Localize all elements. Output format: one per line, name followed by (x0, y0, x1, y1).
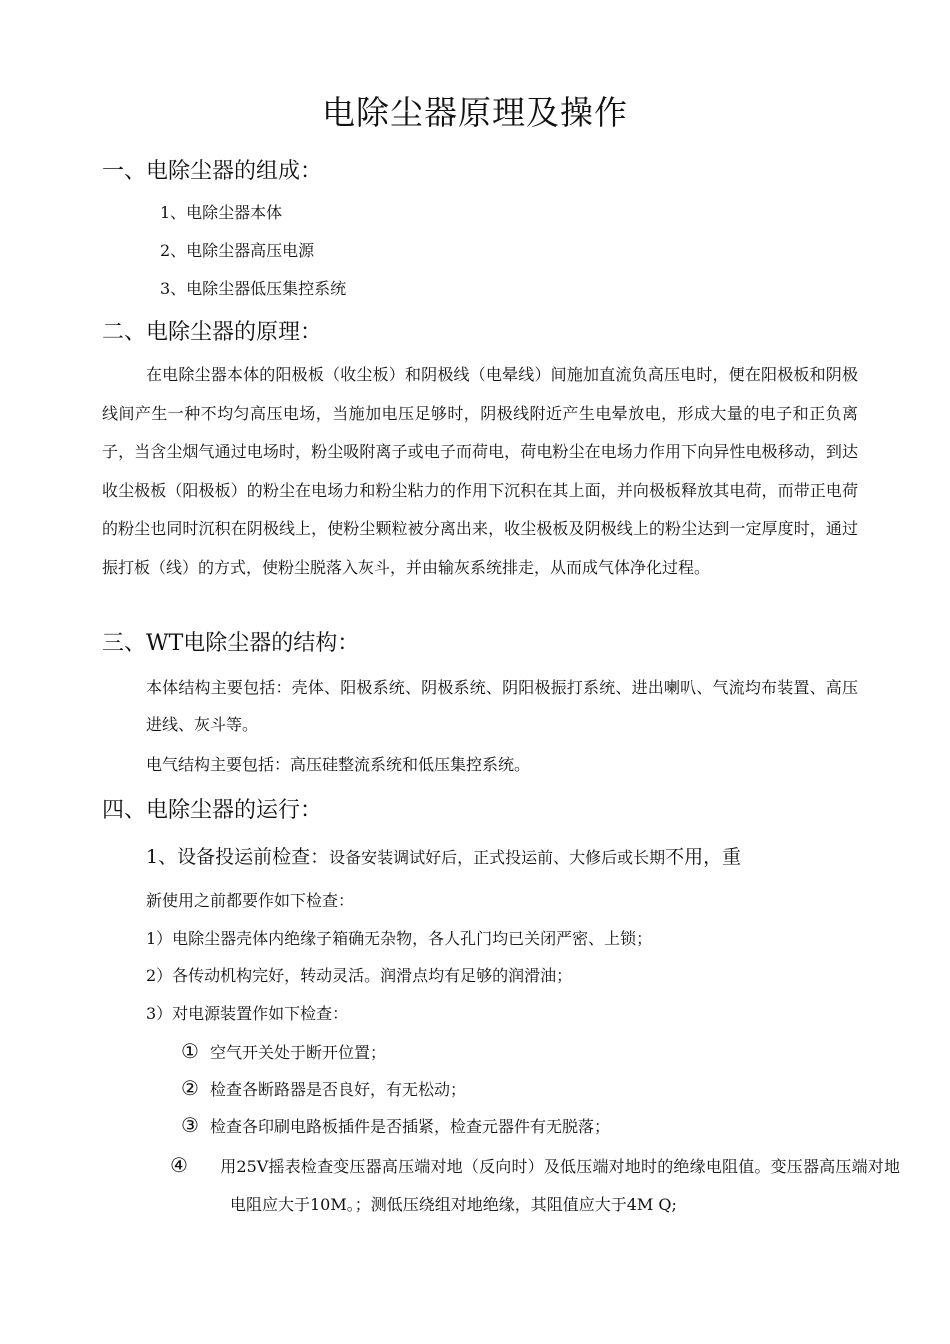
section-heading-operation: 四、电除尘器的运行： (102, 798, 323, 823)
power-check-item (170, 1146, 900, 1224)
check-item: 2）各传动机构完好，转动灵活。润滑点均有足够的润滑油； (146, 966, 573, 985)
electrical-structure-text: 电气结构主要包括：高压硅整流系统和低压集控系统。 (146, 755, 531, 774)
power-check-item (178, 1076, 466, 1102)
list-item: 3、电除尘器低压集控系统 (160, 279, 347, 298)
power-check-text: 用25V摇表检查变压器高压端对地（反向时）及低压端对地时的绝缘电阻值。变压器高压端对地电阻应大于10M。；测低压绕组对地绝缘，其阻值应大于4M Q; (220, 1157, 900, 1214)
pre-operation-check-continuation: 新使用之前都要作如下检查： (146, 891, 355, 910)
pre-operation-check-tail: 不用，重 (665, 846, 742, 868)
circled-number: ① (181, 1039, 199, 1063)
power-check-item (178, 1039, 386, 1065)
section-heading-composition: 一、电除尘器的组成： (102, 159, 323, 184)
circled-number: ② (181, 1076, 199, 1100)
power-check-text: 检查各断路器是否良好，有无松动； (210, 1080, 467, 1099)
pre-operation-check-text: 设备安装调试好后，正式投运前、大修后或长期 (329, 848, 666, 867)
pre-operation-check-line (146, 842, 858, 873)
power-check-text: 空气开关处于断开位置； (210, 1043, 387, 1062)
circled-number: ④ (170, 1153, 188, 1177)
power-check-text: 检查各印刷电路板插件是否插紧，检查元器件有无脱落； (210, 1117, 611, 1136)
check-item: 1）电除尘器壳体内绝缘子箱确无杂物，各人孔门均已关闭严密、上锁； (146, 929, 653, 948)
section-heading-principle: 二、电除尘器的原理： (102, 320, 323, 345)
list-item: 1、电除尘器本体 (160, 203, 283, 222)
check-item: 3）对电源装置作如下检查： (146, 1004, 349, 1023)
circled-number: ③ (181, 1113, 199, 1137)
list-item: 2、电除尘器高压电源 (160, 241, 315, 260)
pre-operation-check-title: 1、设备投运前检查： (146, 846, 330, 868)
body-structure-paragraph: 本体结构主要包括：壳体、阳极系统、阴极系统、阴阳极振打系统、进出喇叭、气流均布装置、高压进线、灰斗等。 (146, 678, 858, 734)
page-title: 电除尘器原理及操作 (322, 93, 628, 132)
power-check-item (178, 1113, 610, 1139)
section-heading-structure: 三、WT电除尘器的结构： (102, 631, 360, 656)
principle-paragraph: 在电除尘器本体的阳极板（收尘板）和阴极线（电晕线）间施加直流负高压电时，便在阳极板和阴极线间产生一种不均匀高压电场，当施加电压足够时，阴极线附近产生电晕放电，形成大量的电子和正负离子，当含尘烟气通过电场时，粉尘吸附离子或电子而荷电，荷电粉尘在电场力作用下向异性电极移动，到达收尘极板（阳极板）的粉尘在电场力和粉尘粘力的作用下沉积在其上面，并向极板释放其电荷，而带正电荷的粉尘也同时沉积在阴极线上，使粉尘颗粒被分离出来，收尘极板及阴极线上的粉尘达到一定厚度时，通过振打板（线）的方式，使粉尘脱落入灰斗，并由输灰系统排走，从而成气体净化过程。 (102, 365, 858, 577)
